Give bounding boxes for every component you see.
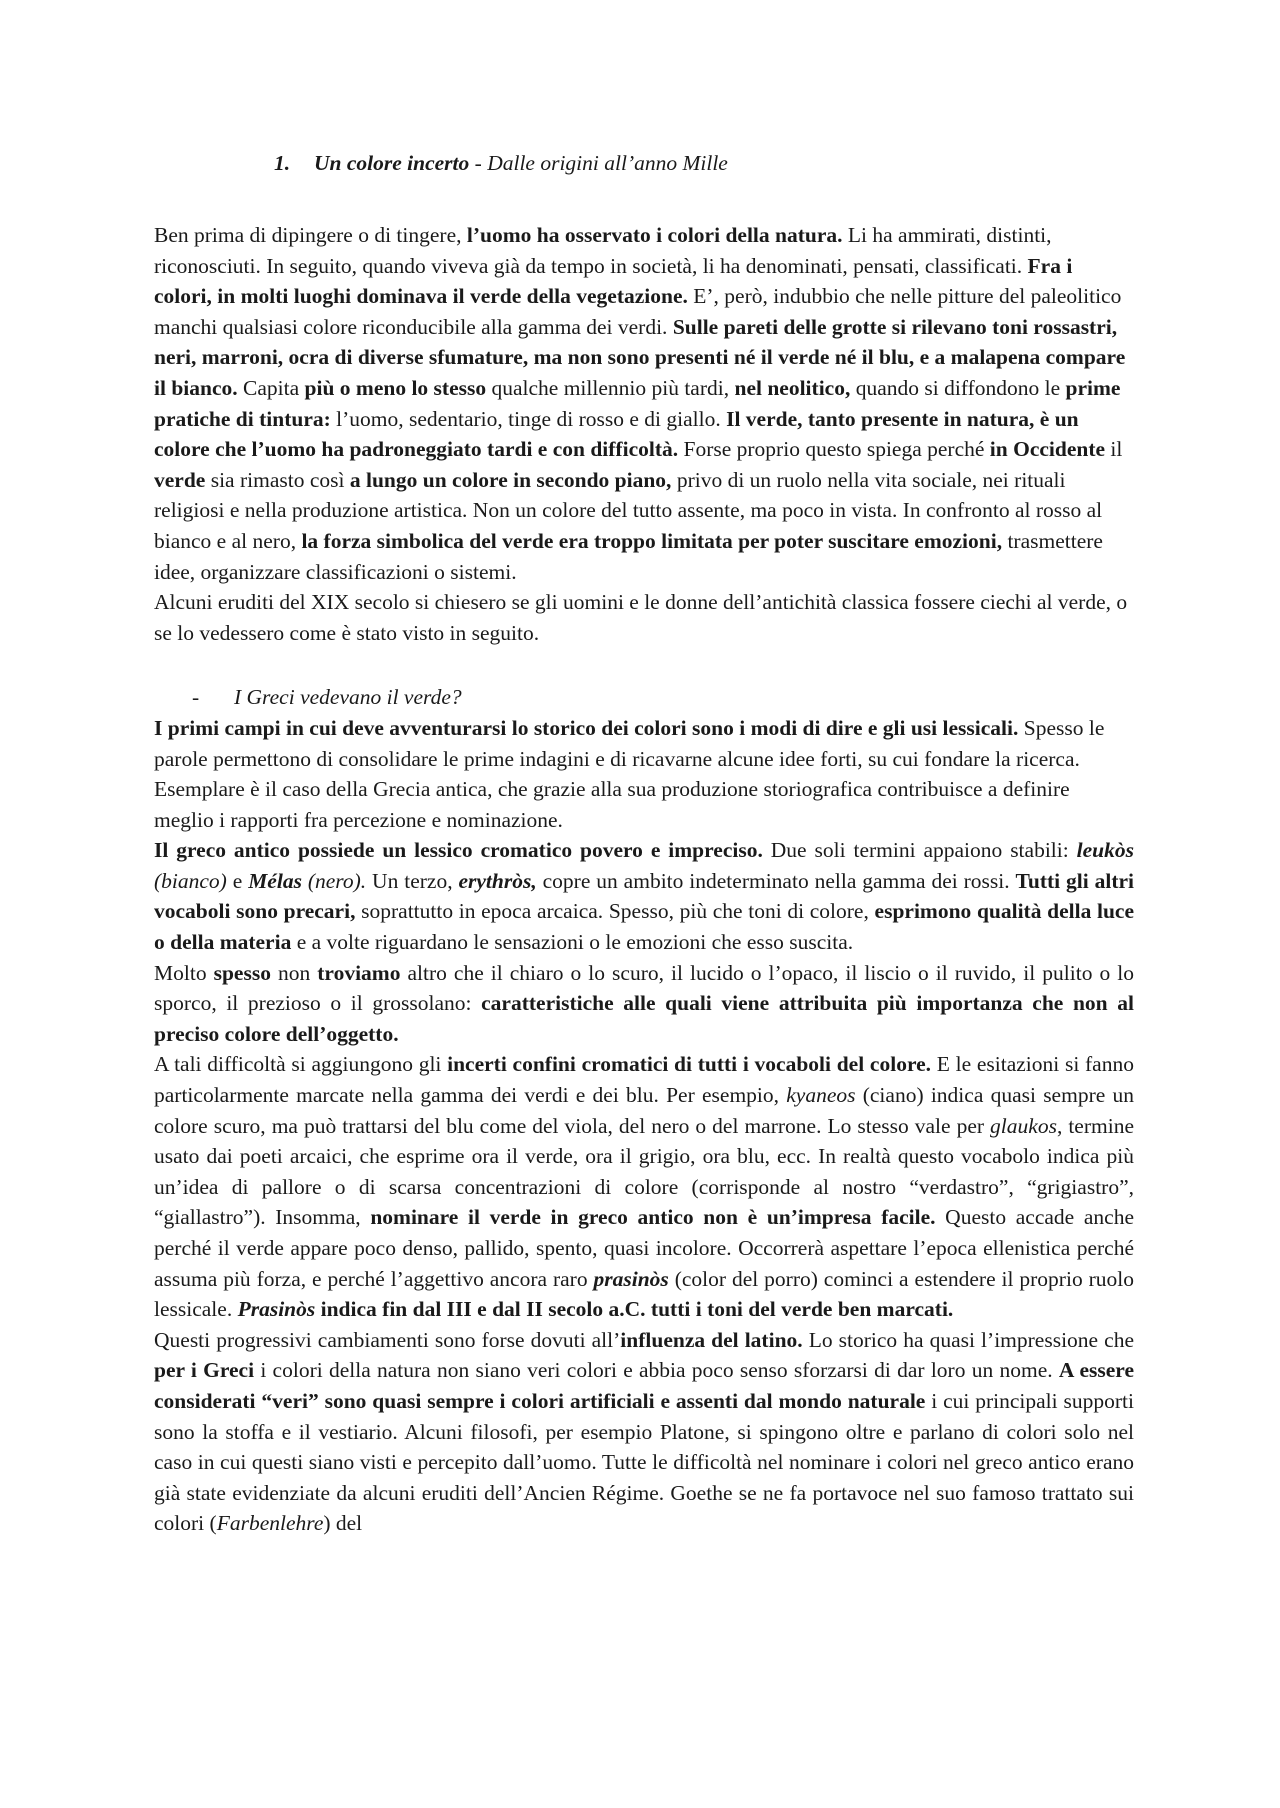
text-run: esprimono qualità della luce o della materia — [154, 899, 1135, 955]
text-run: caratteristiche alle quali viene attribuita più importanza che non al preciso colore dell’oggetto. — [154, 991, 1134, 1046]
text-run: prasinòs — [593, 1266, 669, 1291]
chapter-title: Un colore incerto — [314, 151, 470, 175]
paragraph — [154, 835, 1134, 957]
text-run: Fra i colori, in molti luoghi dominava il verde della vegetazione. — [154, 253, 1073, 309]
paragraph — [154, 1325, 1134, 1539]
text-run: Alcuni eruditi del XIX secolo si chiesero se gli uomini e le donne dell’antichità classica fossere ciechi al verde, o se lo vedessero come è stato visto in seguito. — [154, 590, 1128, 645]
chapter-heading — [274, 148, 1134, 178]
text-run: Mélas — [248, 868, 302, 893]
text-run: Spesso le parole permettono di consolidare le prime indagini e di ricavarne alcune idee forti, su cui fondare la ricerca. Esemplare è il caso della Grecia antica, che grazie alla sua produzione storiografica contribuisce a definire meglio i rapporti fra percezione e nominazione. — [154, 715, 1105, 832]
text-run: E’, però, indubbio che nelle pitture del paleolitico manchi qualsiasi colore riconducibile alla gamma dei verdi. — [154, 284, 1122, 339]
section-title: I Greci vedevano il verde? — [234, 685, 462, 710]
text-run: Forse proprio questo spiega perché — [678, 437, 990, 462]
text-run: spesso — [213, 960, 271, 985]
text-run: trasmettere idee, organizzare classificazioni o sistemi. — [154, 528, 1103, 584]
chapter-number: 1. — [274, 151, 291, 175]
section-dash: - — [192, 685, 200, 710]
text-run: indica fin dal III e dal II secolo a.C. tutti i toni del verde ben marcati. — [315, 1297, 954, 1322]
text-run: Il greco antico possiede un lessico cromatico povero e impreciso. — [154, 838, 763, 863]
text-run: sia rimasto così — [205, 467, 350, 492]
text-run: (nero). — [301, 868, 367, 893]
text-run: A essere considerati “veri” sono quasi sempre i colori artificiali e assenti dal mondo naturale — [154, 1358, 1134, 1413]
text-run: l’uomo, sedentario, tinge di rosso e di giallo. — [330, 406, 727, 431]
paragraph — [154, 958, 1134, 1050]
text-run: troviamo — [317, 960, 401, 985]
text-run: (bianco) — [154, 868, 227, 893]
text-run: la forza simbolica del verde era troppo limitata per poter suscitare emozioni, — [301, 528, 1003, 553]
text-run: a lungo un colore in secondo piano, — [349, 467, 672, 492]
text-run: più o meno lo stesso — [304, 375, 487, 400]
text-run: Questi progressivi cambiamenti sono forse dovuti all’ — [154, 1327, 621, 1352]
text-run: Due soli termini appaiono stabili: — [762, 838, 1077, 863]
text-run: privo di un ruolo nella vita sociale, nei rituali religiosi e nella produzione artistica. Non un colore del tutto assente, ma poco in vista. In confronto al rosso al bianco e al nero, — [154, 467, 1103, 553]
text-run: e — [226, 868, 249, 893]
text-run: (ciano) indica quasi sempre un colore scuro, ma può trattarsi del blu come del viola, del nero o del marrone. Lo stesso vale per — [154, 1083, 1134, 1138]
text-run: Prasinòs — [237, 1297, 316, 1322]
text-run: influenza del latino. — [620, 1327, 803, 1352]
text-run: erythròs, — [458, 868, 537, 893]
text-run: nominare il verde in greco antico non è un’impresa facile. — [370, 1205, 936, 1230]
text-run: altro che il chiaro o lo scuro, il lucido o l’opaco, il liscio o il ruvido, il pulito o lo sporco, il prezioso o il grossolano: — [154, 960, 1134, 1016]
text-run: in Occidente — [989, 437, 1106, 462]
section-body — [154, 713, 1134, 1539]
text-run: Ben prima di dipingere o di tingere, — [154, 223, 467, 247]
text-run: Tutti gli altri vocaboli sono precari, — [154, 868, 1135, 924]
text-run: e a volte riguardano le sensazioni o le emozioni che esso suscita. — [291, 930, 854, 955]
text-run: kyaneos — [786, 1083, 856, 1108]
text-run: Farbenlehre — [216, 1511, 324, 1536]
text-run: copre un ambito indeterminato nella gamma dei rossi. — [536, 868, 1016, 893]
chapter-subtitle: - Dalle origini all’anno Mille — [469, 151, 728, 175]
paragraph — [154, 1049, 1134, 1324]
text-run: Sulle pareti delle grotte si rilevano toni rossastri, neri, marroni, ocra di diverse sfumature, ma non sono presenti né il verde né il blu, e a malapena compare il bianco. — [154, 314, 1126, 400]
text-run: per i Greci — [154, 1358, 255, 1383]
text-run: verde — [154, 467, 206, 492]
text-run: Questo accade anche perché il verde appare poco denso, pallido, spento, quasi incolore. Occorrerà aspettare l’epoca ellenistica perché assuma più forza, e perché l’aggettivo ancora raro — [154, 1205, 1134, 1291]
document-page — [154, 148, 1134, 1539]
text-run: incerti confini cromatici di tutti i vocaboli del colore. — [447, 1052, 932, 1077]
paragraph — [154, 587, 1134, 648]
text-run: l’uomo ha osservato i colori della natura. — [466, 223, 843, 247]
text-run: quando si diffondono le — [850, 375, 1066, 400]
text-run: Un terzo, — [366, 868, 459, 893]
text-run: , termine usato dai poeti arcaici, che esprime ora il verde, ora il grigio, ora blu, ecc. In realtà questo vocabolo indica più un’idea di pallore o di scarsa concentrazioni di colore (corrisponde al nostro “verdastro”, “grigiastro”, “giallastro”). Insomma, — [154, 1113, 1134, 1230]
text-run: il — [1105, 437, 1123, 462]
text-run: i cui principali supporti sono la stoffa e il vestiario. Alcuni filosofi, per esempio Platone, si spingono oltre e parlano di colori solo nel caso in cui questi siano visti e percepito dall’uomo. Tutte le difficoltà nel nominare i colori nel greco antico erano già state evidenziate da alcuni eruditi dell’Ancien Régime. Goethe se ne fa portavoce nel suo famoso trattato sui colori ( — [154, 1388, 1134, 1536]
intro-body — [154, 220, 1134, 648]
text-run: Molto — [154, 960, 214, 985]
text-run: Lo storico ha quasi l’impressione che — [802, 1327, 1134, 1352]
text-run: I primi campi in cui deve avventurarsi lo storico dei colori sono i modi di dire e gli usi lessicali. — [154, 715, 1019, 740]
text-run: Li ha ammirati, distinti, riconosciuti. In seguito, quando viveva già da tempo in società, li ha denominati, pensati, classificati. — [154, 223, 1052, 278]
text-run: ) del — [323, 1511, 363, 1536]
text-run: glaukos — [990, 1113, 1057, 1138]
text-run: i colori della natura non siano veri colori e abbia poco senso sforzarsi di dar loro un nome. — [254, 1358, 1059, 1383]
text-run: nel neolitico, — [734, 375, 851, 400]
text-run: E le esitazioni si fanno particolarmente marcate nella gamma dei verdi e dei blu. Per esempio, — [154, 1052, 1134, 1108]
text-run: leukòs — [1076, 838, 1134, 863]
paragraph — [154, 713, 1134, 835]
text-run: Il verde, tanto presente in natura, è un colore che l’uomo ha padroneggiato tardi e con difficoltà. — [154, 406, 1079, 462]
text-run: (color del porro) cominci a estendere il proprio ruolo lessicale. — [154, 1266, 1134, 1322]
text-run: soprattutto in epoca arcaica. Spesso, più che toni di colore, — [355, 899, 875, 924]
text-run: Capita — [237, 375, 305, 400]
text-run: prime pratiche di tintura: — [154, 375, 1121, 431]
text-run: non — [270, 960, 318, 985]
text-run: qualche millennio più tardi, — [486, 375, 735, 400]
paragraph — [154, 220, 1134, 587]
section-heading — [192, 682, 1134, 713]
text-run: A tali difficoltà si aggiungono gli — [154, 1052, 448, 1077]
